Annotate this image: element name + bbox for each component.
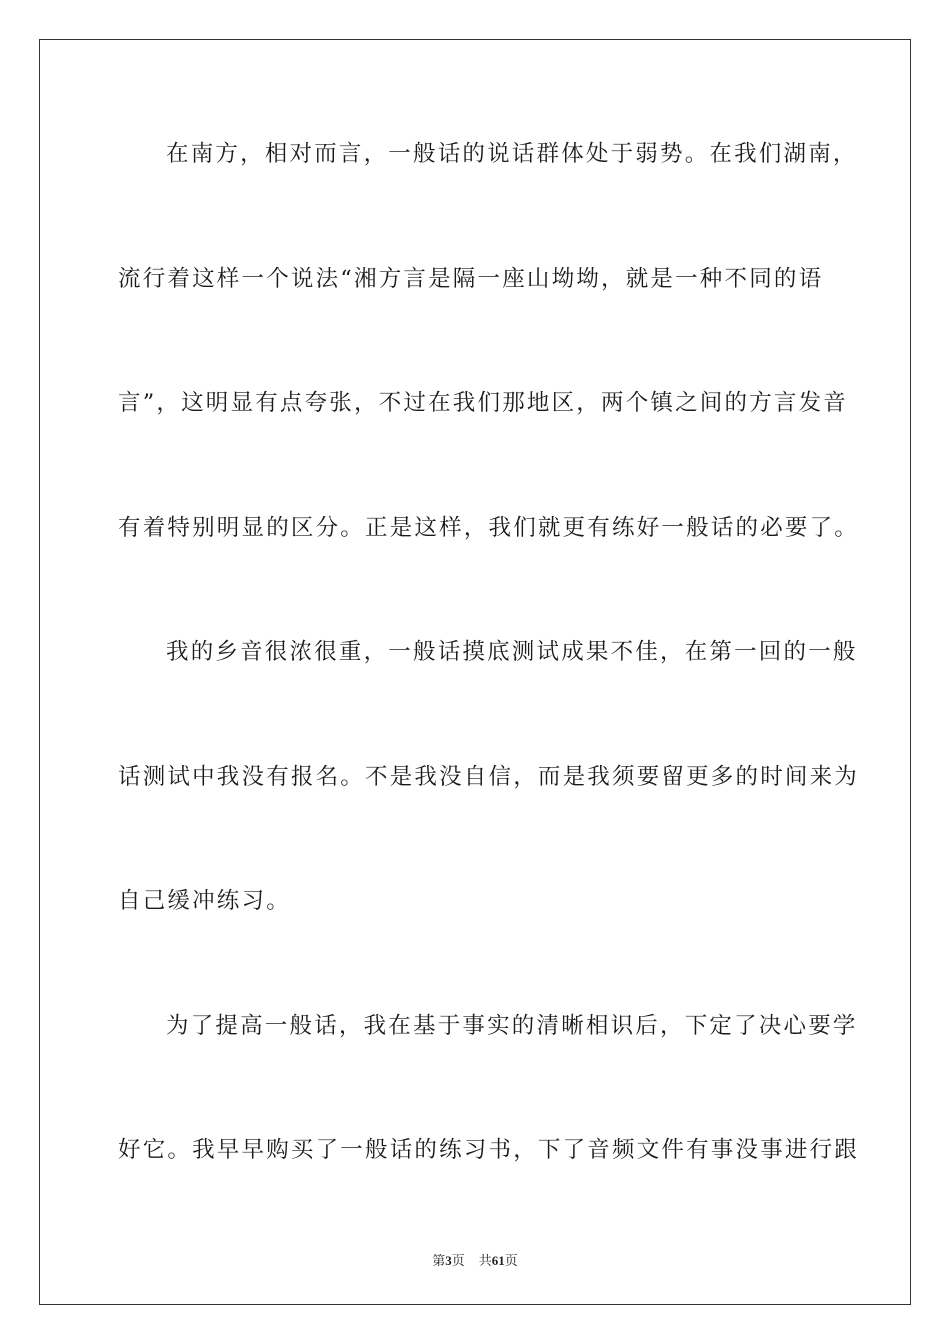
total-suffix: 页	[504, 1253, 518, 1268]
paragraph-line: 为了提高一般话，我在基于事实的清晰相识后，下定了决心要学	[166, 1012, 858, 1039]
paragraph-line: 自己缓冲练习。	[118, 888, 291, 914]
total-prefix: 共	[478, 1253, 492, 1268]
page-prefix: 第	[432, 1253, 446, 1268]
paragraph-line: 流行着这样一个说法“湘方言是隔一座山坳坳，就是一种不同的语	[118, 265, 824, 292]
page-suffix: 页	[451, 1253, 465, 1268]
paragraph-line: 言”，这明显有点夸张，不过在我们那地区，两个镇之间的方言发音	[118, 390, 849, 416]
page-footer	[0, 1250, 950, 1269]
total-pages: 61	[491, 1253, 505, 1268]
document-body	[118, 125, 860, 1246]
paragraph-line: 有着特别明显的区分。正是这样，我们就更有练好一般话的必要了。	[118, 514, 860, 541]
page-number: 3	[445, 1253, 452, 1268]
paragraph-line: 话测试中我没有报名。不是我没自信，而是我须要留更多的时间来为	[118, 763, 860, 790]
paragraph-line: 好它。我早早购买了一般话的练习书，下了音频文件有事没事进行跟	[118, 1137, 860, 1163]
paragraph-line: 在南方，相对而言，一般话的说话群体处于弱势。在我们湖南，	[166, 141, 858, 167]
paragraph-line: 我的乡音很浓很重，一般话摸底测试成果不佳，在第一回的一般	[166, 639, 858, 665]
